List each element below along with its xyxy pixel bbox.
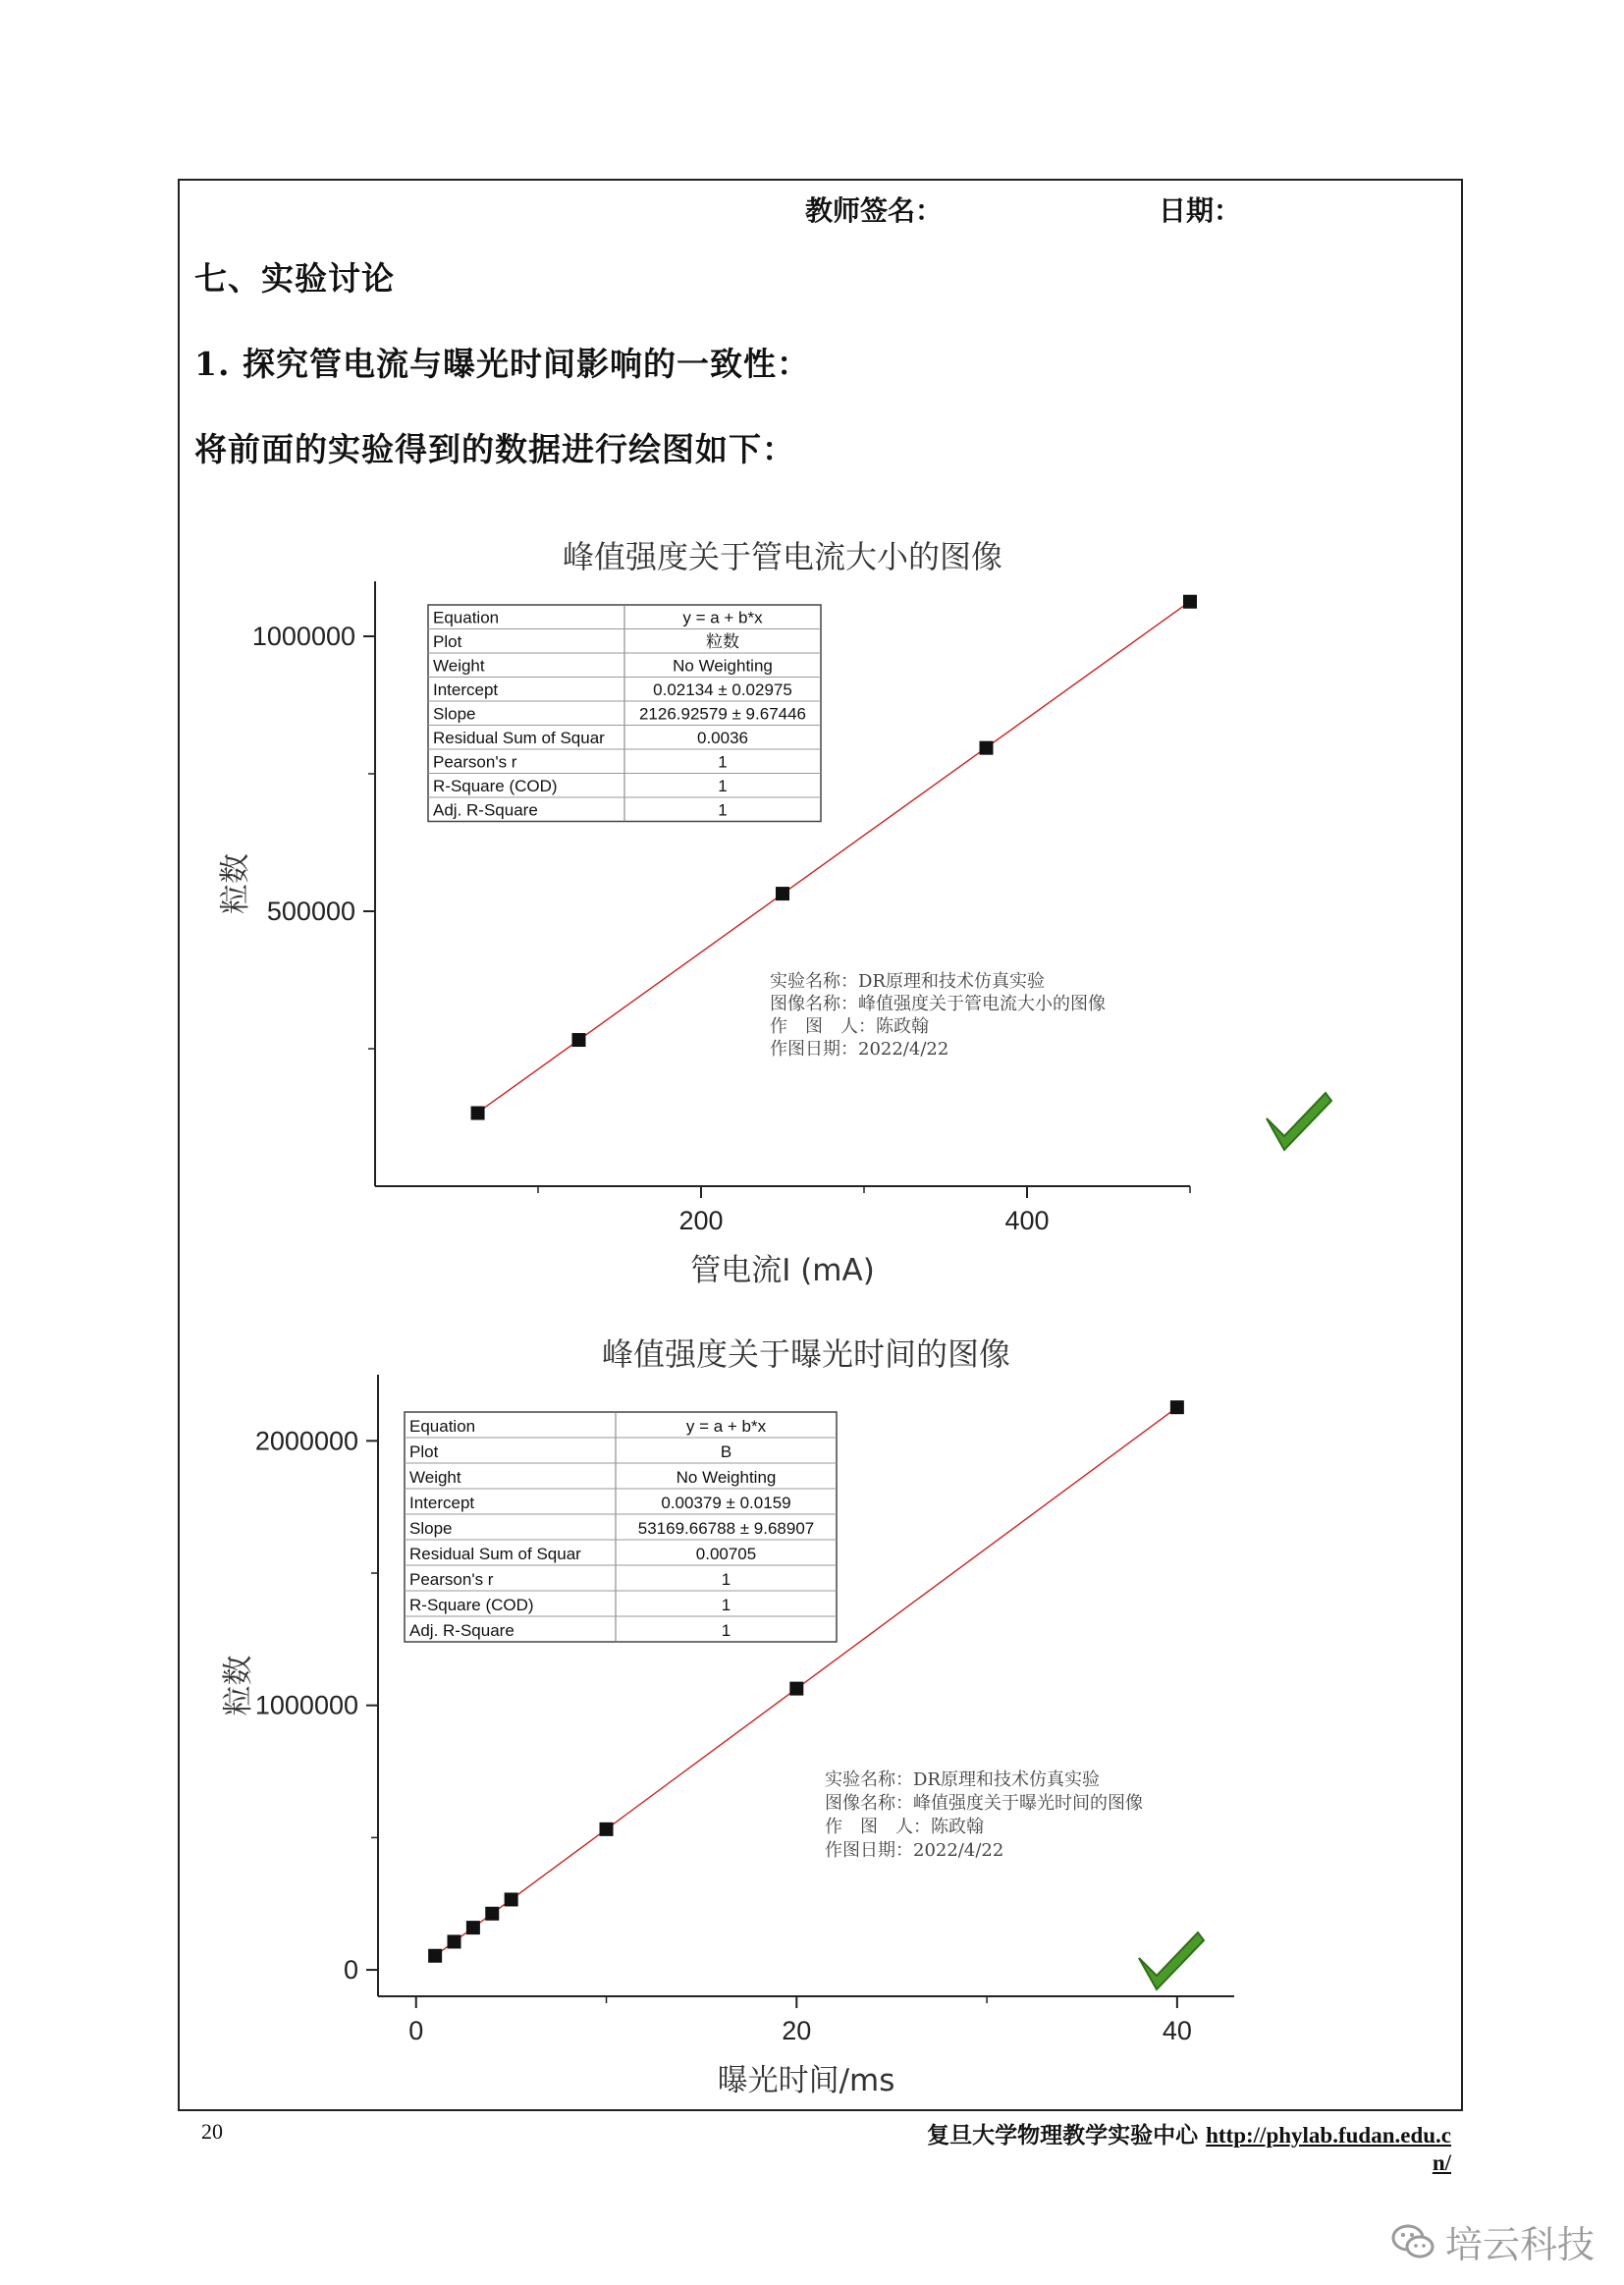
footer-org [927, 2117, 1451, 2149]
chart-title: 峰值强度关于管电流大小的图像 [562, 540, 1003, 575]
teacher-signature-label: 教师签名： [805, 194, 944, 227]
y-axis-label: 粒数 [221, 1655, 256, 1716]
watermark-text: 培云科技 [1444, 2223, 1595, 2266]
data-point [980, 741, 994, 755]
data-point [428, 1949, 442, 1963]
fit-stats-key: Slope [433, 704, 476, 724]
chart-annotation-line: 图像名称：峰值强度关于曝光时间的图像 [825, 1793, 1143, 1814]
fit-stats-value: 0.00705 [695, 1545, 757, 1563]
data-point [485, 1907, 499, 1921]
data-point [466, 1921, 480, 1934]
fit-stats-table [405, 1412, 837, 1642]
y-tick-label: 0 [343, 1955, 358, 1986]
wechat-icon [1390, 2222, 1435, 2261]
fit-stats-key: Pearson's r [409, 1570, 494, 1589]
chart-annotation-line: 图像名称：峰值强度关于管电流大小的图像 [770, 994, 1106, 1014]
data-point [776, 887, 789, 900]
data-point [1170, 1400, 1184, 1414]
fit-stats-value: y = a + b*x [685, 1417, 767, 1436]
date-label: 日期： [1159, 194, 1242, 227]
fit-stats-key: Pearson's r [433, 752, 517, 772]
fit-stats-key: Intercept [409, 1494, 475, 1512]
fit-stats-value: 53169.66788 ± 9.68907 [637, 1519, 815, 1538]
fit-stats-value: 1 [718, 800, 728, 820]
fit-stats-value: No Weighting [676, 1468, 777, 1487]
chart-exposure [196, 1335, 1335, 2115]
data-point [505, 1892, 518, 1906]
fit-stats-key: Slope [409, 1519, 453, 1538]
fit-stats-value: B [720, 1442, 732, 1461]
y-tick-label: 2000000 [254, 1426, 358, 1456]
x-tick-label: 40 [1162, 2016, 1192, 2045]
x-axis-label: 管电流I (mA) [690, 1253, 875, 1288]
fit-stats-key: Plot [433, 632, 462, 651]
chart-annotation-line: 实验名称：DR原理和技术仿真实验 [825, 1769, 1100, 1790]
fit-stats-value: 1 [721, 1570, 731, 1589]
fit-stats-key: Weight [409, 1468, 461, 1487]
fit-stats-value: 0.0036 [697, 729, 748, 747]
footer-url-continued[interactable]: n/ [1432, 2150, 1451, 2175]
fit-stats-value: 1 [721, 1596, 731, 1614]
fit-stats-value: 粒数 [706, 632, 739, 651]
chart-exposure-svg [196, 1335, 1335, 2111]
data-point [1183, 595, 1197, 609]
fit-stats-value: 0.00379 ± 0.0159 [661, 1494, 791, 1512]
y-tick-label: 1000000 [251, 622, 355, 651]
y-tick-label: 1000000 [254, 1690, 358, 1720]
x-tick-label: 200 [678, 1206, 724, 1235]
fit-stats-value: y = a + b*x [682, 608, 763, 627]
fit-stats-key: Intercept [433, 680, 499, 699]
fit-stats-value: 0.02134 ± 0.02975 [653, 680, 792, 699]
page-number: 20 [201, 2119, 223, 2144]
fit-stats-value: 2126.92579 ± 9.67446 [638, 704, 807, 724]
fit-stats-key: Residual Sum of Squar [433, 729, 605, 747]
data-point [471, 1107, 485, 1120]
fit-stats-key: R-Square (COD) [409, 1596, 534, 1614]
chart-title: 峰值强度关于曝光时间的图像 [601, 1335, 1011, 1373]
fit-stats-key: Plot [409, 1442, 439, 1461]
chart-annotation-line: 作图日期：2022/4/22 [770, 1039, 949, 1060]
x-tick-label: 400 [1004, 1206, 1050, 1235]
chart-current-svg [196, 540, 1335, 1296]
x-axis-label: 曝光时间/ms [717, 2063, 895, 2098]
data-point [600, 1823, 614, 1836]
y-tick-label: 500000 [266, 897, 355, 926]
check-icon [1267, 1093, 1331, 1150]
subsection-title: 1. 探究管电流与曝光时间影响的一致性： [194, 345, 810, 383]
fit-stats-value: No Weighting [673, 656, 773, 676]
chart-annotation-line: 作 图 人：陈政翰 [825, 1817, 984, 1837]
fit-stats-key: Adj. R-Square [433, 800, 538, 820]
chart-current [196, 540, 1335, 1300]
section-title: 七、实验讨论 [194, 259, 395, 298]
chart-annotation-line: 作 图 人：陈政翰 [770, 1016, 929, 1037]
intro-text: 将前面的实验得到的数据进行绘图如下： [194, 430, 795, 468]
y-axis-label: 粒数 [218, 853, 253, 914]
chart-annotation-line: 实验名称：DR原理和技术仿真实验 [770, 971, 1045, 992]
chart-annotation-line: 作图日期：2022/4/22 [825, 1840, 1004, 1861]
data-point [448, 1934, 461, 1948]
x-tick-label: 0 [408, 2016, 424, 2045]
check-icon [1139, 1932, 1204, 1989]
x-tick-label: 20 [782, 2016, 812, 2045]
fit-stats-value: 1 [718, 752, 728, 772]
fit-stats-value: 1 [721, 1621, 731, 1640]
fit-stats-key: Equation [433, 608, 500, 627]
data-point [572, 1033, 586, 1047]
fit-stats-table [428, 605, 821, 822]
watermark [1390, 2214, 1595, 2268]
data-point [789, 1682, 803, 1696]
fit-stats-key: R-Square (COD) [433, 777, 558, 795]
fit-stats-key: Residual Sum of Squar [409, 1545, 581, 1563]
footer-org-name: 复旦大学物理教学实验中心 [927, 2122, 1199, 2149]
fit-stats-key: Equation [409, 1417, 476, 1436]
fit-stats-key: Adj. R-Square [409, 1621, 514, 1640]
fit-stats-value: 1 [718, 777, 728, 795]
footer-url[interactable]: http://phylab.fudan.edu.c [1206, 2123, 1451, 2148]
fit-stats-key: Weight [433, 656, 485, 676]
